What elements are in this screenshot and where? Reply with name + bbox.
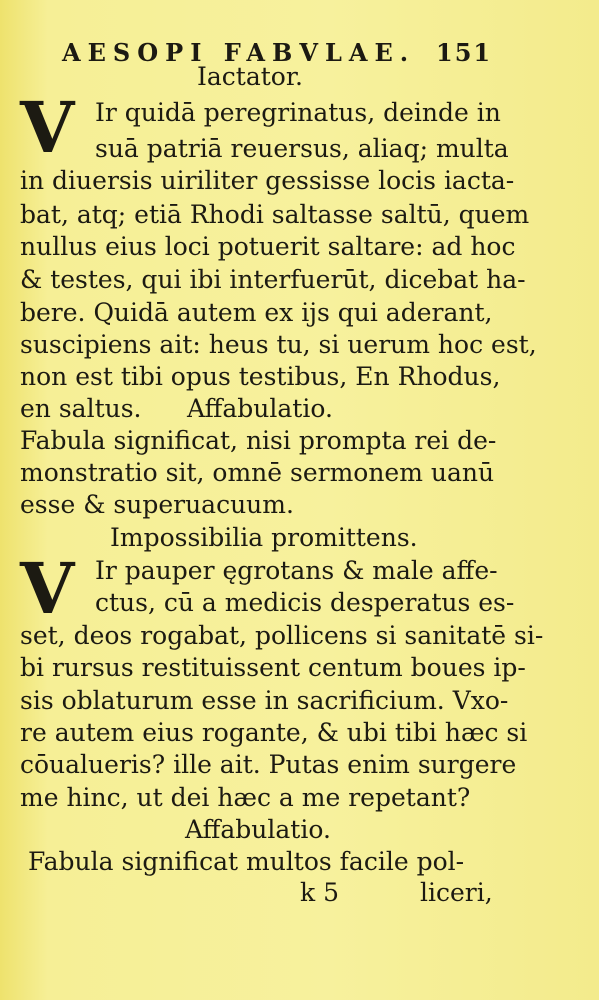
text-line: ctus, cū a medicis desperatus es-	[95, 588, 515, 617]
text-line: cōualueris? ille ait. Putas enim surgere	[20, 750, 517, 779]
text-line: bere. Quidā autem ex ijs qui aderant,	[20, 298, 493, 327]
affabulatio-heading: Affabulatio.	[185, 815, 331, 844]
text-line: nullus eius loci potuerit saltare: ad hoc	[20, 232, 516, 261]
affabulatio-heading: Affabulatio.	[187, 394, 333, 423]
drop-cap: V	[20, 547, 75, 630]
moral-line: monstratio sit, omnē sermonem uanū	[20, 458, 495, 487]
text-line: re autem eius rogante, & ubi tibi hæc si	[20, 718, 528, 747]
text-line: set, deos rogabat, pollicens si sanitatē si-	[20, 621, 544, 650]
moral-line: Fabula significat multos facile pol-	[28, 847, 465, 876]
page-number: 151	[436, 38, 493, 67]
drop-cap: V	[20, 86, 75, 169]
text-line: suscipiens ait: heus tu, si uerum hoc est,	[20, 330, 537, 359]
fable-title: Impossibilia promittens.	[110, 523, 418, 552]
text-line: bi rursus restituissent centum boues ip-	[20, 653, 526, 682]
text-line: bat, atq; etiā Rhodi saltasse saltū, quem	[20, 200, 530, 229]
moral-line: Fabula significat, nisi prompta rei de-	[20, 426, 497, 455]
text-line: suā patriā reuersus, aliaq; multa	[95, 134, 509, 163]
text-line: & testes, qui ibi interfuerūt, dicebat ha-	[20, 265, 526, 294]
text-line: Ir quidā peregrinatus, deinde in	[95, 98, 501, 127]
text-line: me hinc, ut dei hæc a me repetant?	[20, 783, 471, 812]
running-header: AESOPI FABVLAE.	[62, 38, 416, 67]
catchword: liceri,	[420, 878, 493, 907]
signature-mark: k 5	[300, 878, 340, 907]
moral-line: esse & superuacuum.	[20, 490, 294, 519]
fable-title: Iactator.	[197, 62, 303, 91]
text-line: en saltus.	[20, 394, 142, 423]
text-line: sis oblaturum esse in sacrificium. Vxo-	[20, 686, 509, 715]
text-line: Ir pauper ęgrotans & male affe-	[95, 556, 498, 585]
text-line: non est tibi opus testibus, En Rhodus,	[20, 362, 501, 391]
text-line: in diuersis uiriliter gessisse locis iacta-	[20, 166, 515, 195]
